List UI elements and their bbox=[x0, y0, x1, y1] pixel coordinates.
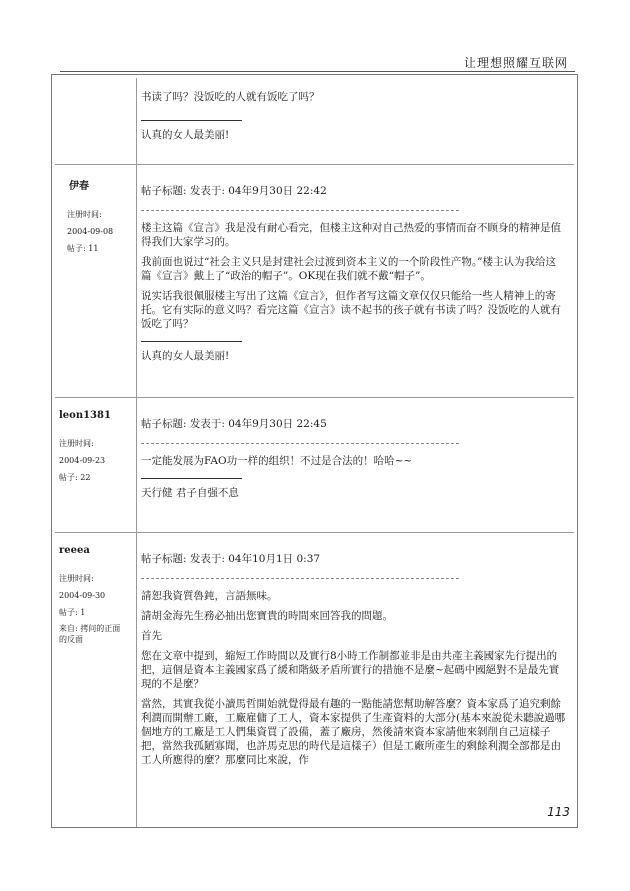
post-paragraph: 首先 bbox=[141, 630, 162, 642]
post-text: 书读了吗？没饭吃的人就有饭吃了吗？ bbox=[141, 91, 320, 103]
post-row bbox=[55, 532, 574, 828]
post-paragraph: 说实话我很佩服楼主写出了这篇《宣言》，但作者写这篇文章仅仅只能给一些人精神上的寄托。它有实际的意义吗？看完这篇《宣言》读不起书的孩子就有书读了吗？没饭吃的人就有饭吃了吗？ bbox=[141, 290, 561, 330]
page-header-title: 让理想照耀互联网 bbox=[463, 56, 568, 70]
signature-rule bbox=[141, 341, 242, 342]
post-title: 帖子标题: 发表于: 04年9月30日 22:45 bbox=[141, 418, 327, 430]
signature: 天行健 君子自强不息 bbox=[141, 487, 239, 499]
username[interactable]: 伊春 bbox=[69, 181, 89, 192]
post-row bbox=[55, 164, 574, 398]
user-column bbox=[55, 533, 137, 828]
reg-date: 2004-09-30 bbox=[59, 591, 106, 600]
username[interactable]: reeea bbox=[59, 545, 90, 556]
reg-label: 注册时间: bbox=[67, 210, 102, 219]
dashed-divider bbox=[141, 210, 459, 211]
dashed-divider bbox=[141, 578, 459, 579]
post-paragraph: 一定能发展为FAO功一样的组织！不过是合法的！哈哈~~ bbox=[141, 455, 413, 467]
reg-date: 2004-09-23 bbox=[59, 456, 106, 465]
signature: 认真的女人最美丽! bbox=[141, 350, 230, 362]
post-column bbox=[137, 533, 574, 828]
post-column bbox=[137, 78, 574, 164]
forum-thread-table bbox=[51, 74, 578, 828]
user-column bbox=[55, 398, 137, 533]
post-row bbox=[55, 397, 574, 533]
post-paragraph: 楼主这篇《宣言》我是没有耐心看完，但楼主这种对自己热爱的事情而奋不顾身的精神是值得我们大家学习的。 bbox=[141, 222, 561, 248]
reg-label: 注册时间: bbox=[59, 574, 94, 583]
post-count: 帖子: 22 bbox=[59, 473, 91, 482]
post-paragraph: 您在文章中提到，縮短工作時間以及實行8小時工作制都並非是由共產主義國家先行提出的把，這個是資本主義國家爲了緩和階級矛盾所實行的措施不是麼~起碼中國絕對不是最先實現的不是麼？ bbox=[141, 650, 560, 690]
post-paragraph: 當然，其實我從小讀馬哲開始就覺得最有趣的一點能請您幫助解答麼？資本家爲了追究剩餘利潤而開辦工廠，工廠雇傭了工人，資本家提供了生產資料的大部分(基本來說從未聽說過哪個地方的工廠是工人們集資買了設備，蓋了廠房，然後請來資本家請他來剝削自己這樣子把，當然我孤陋寡聞，也許馬克思的時代是這樣子）但是工廠所產生的剩餘利潤全部都是由工人所應得的麼？那麼同比來說，作 bbox=[141, 698, 566, 766]
post-column bbox=[137, 398, 574, 533]
post-paragraph: 我前面也说过“社会主义只是封建社会过渡到资本主义的一个阶段性产物。”楼主认为我给这篇《宣言》戴上了“政治的帽子”。OK现在我们就不戴“帽子”。 bbox=[141, 256, 556, 282]
reg-label: 注册时间: bbox=[59, 439, 94, 448]
user-column bbox=[55, 165, 137, 398]
post-paragraph: 請恕我資質魯鈍，言語無味。 bbox=[141, 590, 278, 602]
dashed-divider bbox=[141, 443, 459, 444]
signature: 认真的女人最美丽! bbox=[141, 129, 230, 141]
header-rule bbox=[60, 71, 575, 72]
signature-rule bbox=[141, 120, 242, 121]
post-column bbox=[137, 165, 574, 398]
signature-rule bbox=[141, 478, 242, 479]
post-title: 帖子标题: 发表于: 04年10月1日 0:37 bbox=[141, 553, 321, 565]
user-column bbox=[55, 78, 137, 164]
page-number: 113 bbox=[547, 805, 570, 819]
reg-date: 2004-09-08 bbox=[67, 227, 114, 236]
post-count: 帖子: 11 bbox=[67, 244, 99, 253]
post-paragraph: 請胡金海先生務必抽出您寶貴的時間來回答我的問題。 bbox=[141, 610, 393, 622]
post-count: 帖子: 1 bbox=[59, 608, 86, 617]
post-title: 帖子标题: 发表于: 04年9月30日 22:42 bbox=[141, 185, 327, 197]
username[interactable]: leon1381 bbox=[59, 410, 111, 421]
post-row-continued bbox=[55, 78, 574, 164]
user-location: 来自: 拷问的正面的反面 bbox=[59, 624, 121, 644]
